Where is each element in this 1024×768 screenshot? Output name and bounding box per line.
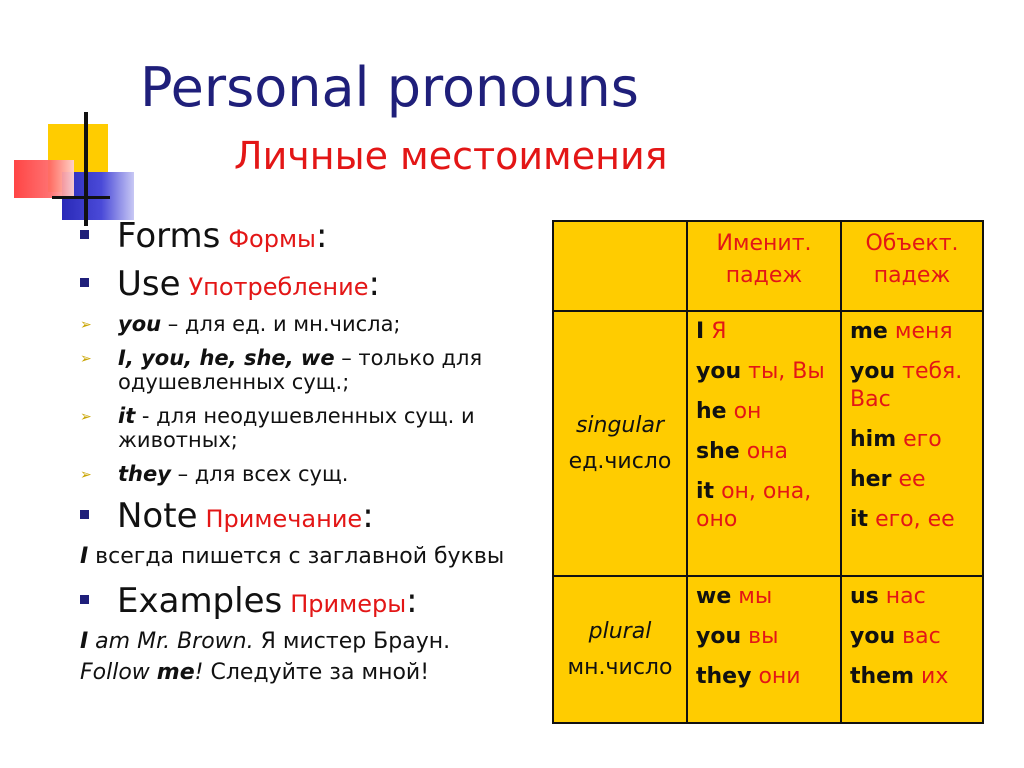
bullet-colon: : xyxy=(406,581,418,621)
row-label-ru: мн.число xyxy=(567,654,673,680)
pronoun-entry: they они xyxy=(696,664,801,690)
use-item xyxy=(80,312,550,336)
bullet-colon: : xyxy=(316,216,328,256)
arrow-bullet-icon: ➢ xyxy=(80,467,92,483)
bullet-colon: : xyxy=(368,264,380,304)
pronoun-entry: it его, ее xyxy=(850,507,955,532)
bullet-ru: Формы xyxy=(228,225,317,253)
table-row xyxy=(553,311,983,576)
vertical-line xyxy=(84,112,88,226)
objective-cell xyxy=(841,576,983,723)
example-ru: Следуйте за мной! xyxy=(203,660,430,685)
example-italic: ! xyxy=(194,660,204,685)
arrow-bullet-icon: ➢ xyxy=(80,409,92,425)
use-item-pronoun: they xyxy=(118,462,171,486)
use-item-text: – для всех сущ. xyxy=(170,462,349,486)
table-row xyxy=(553,576,983,723)
arrow-bullet-icon: ➢ xyxy=(80,317,92,333)
row-label-ru: ед.число xyxy=(568,448,672,474)
red-square xyxy=(14,160,74,198)
square-bullet-icon xyxy=(80,510,89,519)
table-header-row xyxy=(553,221,983,311)
slide-title: Personal pronouns xyxy=(140,56,639,119)
use-item-pronoun: it xyxy=(118,404,136,428)
use-item-text: - для неодушевленных сущ. и животных; xyxy=(118,404,475,452)
pronoun-entry: us нас xyxy=(850,584,926,610)
objective-cell xyxy=(841,311,983,576)
example-line xyxy=(80,660,550,685)
row-label-cell xyxy=(553,311,687,576)
nominative-cell xyxy=(687,311,841,576)
row-label: plural xyxy=(588,618,652,644)
square-bullet-icon xyxy=(80,278,89,287)
pronoun-entry: her ее xyxy=(850,467,926,492)
bullet-colon: : xyxy=(362,496,374,536)
pronoun-entry: you вы xyxy=(696,624,779,650)
example-bold: I xyxy=(80,629,89,654)
bullet-en: Examples xyxy=(117,581,283,621)
arrow-bullet-icon: ➢ xyxy=(80,351,92,367)
example-bold: me xyxy=(156,660,195,685)
use-item xyxy=(80,462,550,486)
use-item-text: – только для одушевленных сущ.; xyxy=(118,346,483,394)
row-label: singular xyxy=(575,412,665,438)
pronoun-entry: you вас xyxy=(850,624,941,650)
pronoun-entry: she она xyxy=(696,439,789,464)
use-item xyxy=(80,404,550,452)
bullet-forms xyxy=(80,216,550,256)
decorative-squares-logo xyxy=(0,0,160,240)
pronoun-entry: I Я xyxy=(696,319,727,344)
note-text: всегда пишется с заглавной буквы xyxy=(88,544,505,569)
slide-content xyxy=(80,216,550,697)
horizontal-line xyxy=(52,196,110,199)
bullet-use xyxy=(80,264,550,304)
example-ru: Я мистер Браун. xyxy=(253,629,451,654)
pronoun-entry: we мы xyxy=(696,584,773,610)
row-label-cell xyxy=(553,576,687,723)
bullet-ru: Примеры xyxy=(290,590,407,618)
example-line xyxy=(80,629,550,654)
bullet-en: Forms xyxy=(117,216,221,256)
use-item-text: – для ед. и мн.числа; xyxy=(161,312,401,336)
pronoun-entry: you тебя. Вас xyxy=(850,359,963,412)
bullet-ru: Употребление xyxy=(188,273,369,301)
pronoun-entry: you ты, Вы xyxy=(696,359,825,384)
bullet-examples xyxy=(80,581,550,621)
pronoun-entry: them их xyxy=(850,664,949,690)
pronoun-entry: me меня xyxy=(850,319,953,344)
bullet-note xyxy=(80,496,550,536)
pronoun-entry: he он xyxy=(696,399,762,424)
pronoun-table xyxy=(552,220,984,724)
bullet-ru: Примечание xyxy=(205,505,363,533)
square-bullet-icon xyxy=(80,595,89,604)
example-italic-pre: Follow xyxy=(80,660,157,685)
table-header-cell: Именит. падеж xyxy=(687,221,841,311)
pronoun-entry: him его xyxy=(850,427,942,452)
use-item-pronoun: I, you, he, she, we xyxy=(118,346,335,370)
bullet-en: Use xyxy=(117,264,181,304)
table-header-cell: Объект. падеж xyxy=(841,221,983,311)
example-italic: am Mr. Brown. xyxy=(88,629,254,654)
nominative-cell xyxy=(687,576,841,723)
slide-subtitle: Личные местоимения xyxy=(234,134,668,178)
bullet-en: Note xyxy=(117,496,198,536)
pronoun-entry: it он, она, оно xyxy=(696,479,812,532)
note-pronoun: I xyxy=(80,544,89,569)
note-line xyxy=(80,544,550,569)
table-header-cell xyxy=(553,221,687,311)
square-bullet-icon xyxy=(80,230,89,239)
use-item xyxy=(80,346,550,394)
use-item-pronoun: you xyxy=(118,312,162,336)
